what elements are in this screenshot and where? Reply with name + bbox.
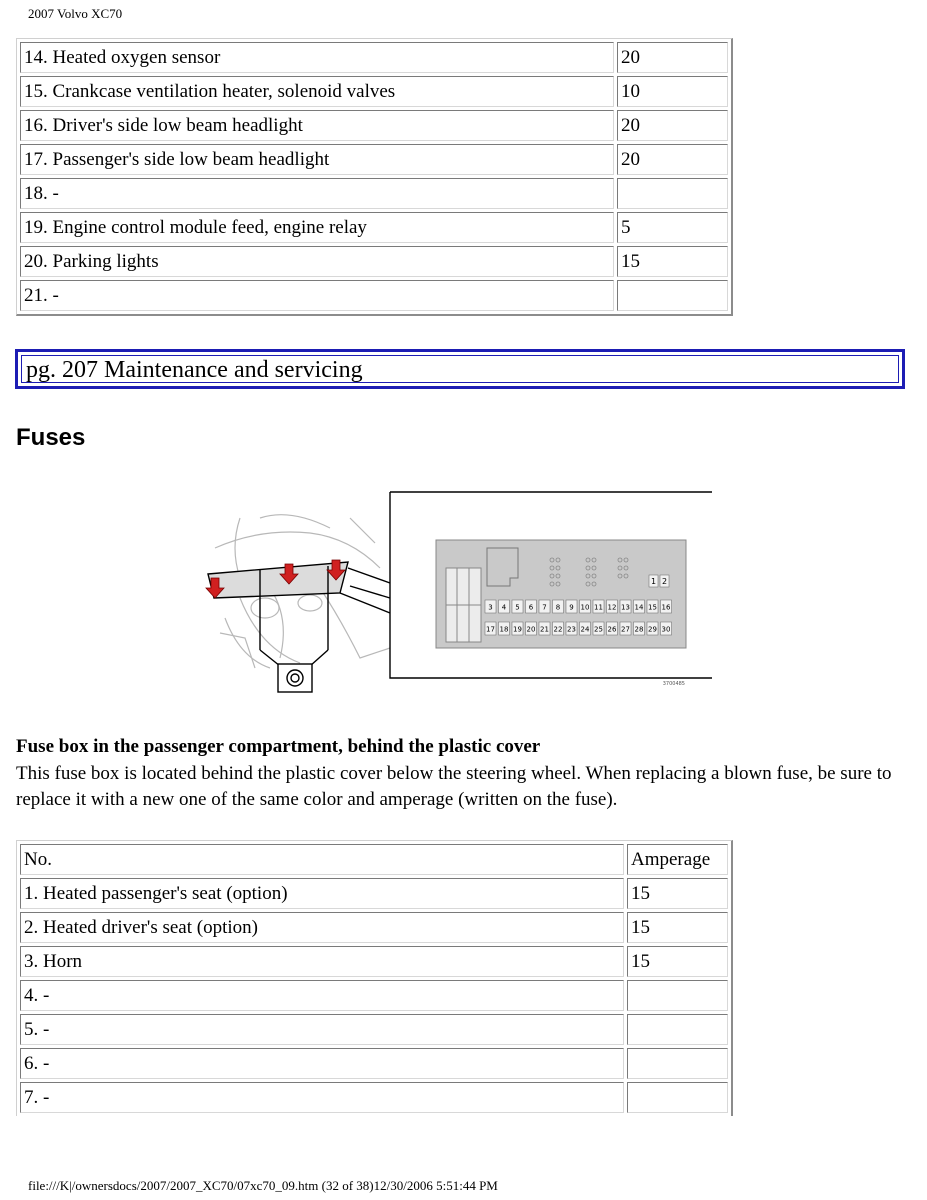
fuse-number-label: 9: [569, 603, 574, 612]
table-header-row: [20, 844, 728, 875]
table-row: [20, 946, 728, 977]
amperage-cell: [627, 1048, 728, 1079]
column-header-no: No.: [20, 844, 624, 875]
fuse-number-label: 26: [607, 625, 617, 634]
table-row: [20, 1082, 728, 1113]
fuse-table-bottom: [16, 840, 733, 1116]
fuse-name-cell: 20. Parking lights: [20, 246, 614, 277]
amperage-cell: [617, 280, 728, 311]
figure-code: 3700485: [662, 681, 685, 687]
amperage-cell: 15: [617, 246, 728, 277]
fuse-number-label: 12: [607, 603, 617, 612]
amperage-cell: 20: [617, 144, 728, 175]
fuse-name-cell: 1. Heated passenger's seat (option): [20, 878, 624, 909]
table-row: [20, 76, 728, 107]
fuse-name-cell: 5. -: [20, 1014, 624, 1045]
fuse-number-label: 18: [499, 625, 509, 634]
fuse-number-label: 3: [488, 603, 493, 612]
page-banner-text: pg. 207 Maintenance and servicing: [21, 355, 899, 383]
fuse-number-label: 16: [661, 603, 671, 612]
amperage-cell: 20: [617, 110, 728, 141]
fuse-number-label: 4: [501, 603, 507, 612]
fuse-box-caption: Fuse box in the passenger compartment, behind the plastic cover: [16, 736, 541, 757]
fuse-name-cell: 3. Horn: [20, 946, 624, 977]
fuse-number-label: 29: [648, 625, 657, 634]
document-header: 2007 Volvo XC70: [28, 6, 123, 21]
table-row: [20, 980, 728, 1011]
fuse-number-label: 10: [580, 603, 590, 612]
amperage-cell: 15: [627, 946, 728, 977]
table-row: [20, 246, 728, 277]
amperage-cell: [627, 1014, 728, 1045]
amperage-cell: 15: [627, 878, 728, 909]
fuse-name-cell: 2. Heated driver's seat (option): [20, 912, 624, 943]
table-row: [20, 280, 728, 311]
fuse-number-label: 22: [553, 625, 563, 634]
fuse-number-label: 28: [634, 625, 644, 634]
fuse-name-cell: 21. -: [20, 280, 614, 311]
amperage-cell: 20: [617, 42, 728, 73]
fuse-number-label: 11: [594, 603, 603, 612]
fuse-number-label: 27: [621, 625, 630, 634]
column-header-amperage: Amperage: [627, 844, 728, 875]
section-title: Fuses: [16, 424, 86, 451]
table-row: [20, 878, 728, 909]
amperage-cell: [627, 1082, 728, 1113]
fuse-name-cell: 17. Passenger's side low beam headlight: [20, 144, 614, 175]
fuse-name-cell: 18. -: [20, 178, 614, 209]
amperage-cell: 15: [627, 912, 728, 943]
fuse-table-top-clip: [0, 38, 927, 322]
table-row: [20, 144, 728, 175]
fuse-number-label: 8: [555, 603, 561, 612]
fuse-name-cell: 14. Heated oxygen sensor: [20, 42, 614, 73]
fuse-name-cell: 6. -: [20, 1048, 624, 1079]
table-row: [20, 1014, 728, 1045]
table-row: [20, 110, 728, 141]
amperage-cell: 10: [617, 76, 728, 107]
page-banner: [15, 349, 905, 389]
fuse-number-label: 13: [621, 603, 630, 612]
table-row: [20, 42, 728, 73]
fuse-number-label: 2: [661, 577, 668, 586]
fuse-table-bottom-clip: [0, 840, 927, 1145]
fuse-table-top: [16, 38, 733, 316]
table-row: [20, 1048, 728, 1079]
document-footer: file:///K|/ownersdocs/2007/2007_XC70/07xc70_09.htm (32 of 38)12/30/2006 5:51:44 PM: [28, 1178, 498, 1193]
fuse-number-label: 1: [650, 577, 657, 586]
fuse-number-label: 24: [580, 625, 590, 634]
table-row: [20, 912, 728, 943]
fuse-box-illustration: [200, 488, 720, 705]
fuse-number-label: 7: [542, 603, 547, 612]
fuse-number-label: 17: [486, 625, 495, 634]
fuse-number-label: 20: [526, 625, 536, 634]
fuse-number-label: 5: [515, 603, 520, 612]
fuse-number-label: 15: [648, 603, 657, 612]
fuse-name-cell: 4. -: [20, 980, 624, 1011]
fuse-number-label: 25: [594, 625, 603, 634]
fuse-number-label: 14: [634, 603, 644, 612]
fuse-name-cell: 16. Driver's side low beam headlight: [20, 110, 614, 141]
table-row: [20, 178, 728, 209]
amperage-cell: 5: [617, 212, 728, 243]
fuse-box-diagram: [436, 540, 686, 687]
fuse-number-label: 23: [567, 625, 576, 634]
amperage-cell: [617, 178, 728, 209]
fuse-number-label: 21: [540, 625, 549, 634]
fuse-number-label: 30: [661, 625, 671, 634]
fuse-box-description: This fuse box is located behind the plastic cover below the steering wheel. When replacing a blown fuse, be sure to replace it with a new one of the same color and amperage (written on the fuse).: [16, 763, 892, 810]
fuse-number-label: 6: [528, 603, 534, 612]
fuse-name-cell: 15. Crankcase ventilation heater, solenoid valves: [20, 76, 614, 107]
amperage-cell: [627, 980, 728, 1011]
fuse-name-cell: 19. Engine control module feed, engine relay: [20, 212, 614, 243]
table-row: [20, 212, 728, 243]
fuse-number-label: 19: [513, 625, 522, 634]
fuse-name-cell: 7. -: [20, 1082, 624, 1113]
